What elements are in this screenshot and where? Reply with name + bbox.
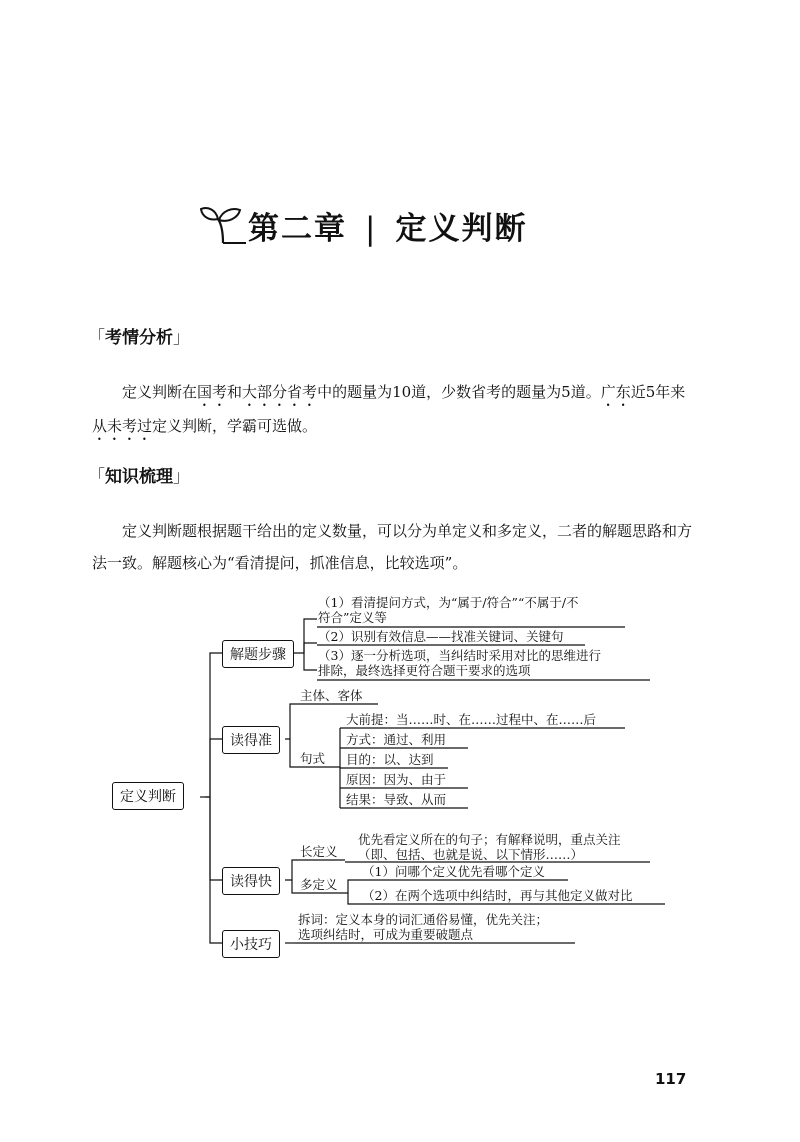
branch-read-accurate: 读得准 bbox=[222, 726, 280, 754]
long-definition-text: 优先看定义所在的句子；有解释说明，重点关注 （即、包括、也就是说、以下情形……） bbox=[358, 832, 621, 862]
chapter-number: 第二章 bbox=[248, 210, 347, 247]
mindmap-root: 定义判断 bbox=[112, 782, 184, 810]
page-number: 117 bbox=[655, 1070, 687, 1088]
tips-text: 拆词：定义本身的词汇通俗易懂，优先关注； 选项纠结时，可成为重要破题点 bbox=[298, 912, 549, 942]
branch-steps: 解题步骤 bbox=[222, 640, 294, 668]
section-heading-knowledge: 「知识梳理」 bbox=[88, 467, 190, 487]
steps-item-3: （3）逐一分析选项，当纠结时采用对比的思维进行 排除，最终选择更符合题干要求的选项 bbox=[318, 648, 601, 678]
section-title: 考情分析 bbox=[105, 328, 173, 348]
chapter-name: 定义判断 bbox=[395, 210, 528, 247]
knowledge-paragraph: 定义判断题根据题干给出的定义数量，可以分为单定义和多定义，二者的解题思路和方法一致。解题核心为“看清提问，抓准信息，比较选项”。 bbox=[92, 522, 693, 572]
branch-tips: 小技巧 bbox=[222, 930, 280, 958]
section-title: 知识梳理 bbox=[105, 467, 173, 487]
read-accurate-sentence: 句式 bbox=[300, 751, 326, 766]
read-fast-long: 长定义 bbox=[300, 844, 338, 859]
read-accurate-subject: 主体、客体 bbox=[300, 688, 363, 703]
sentence-purpose: 目的：以、达到 bbox=[346, 752, 434, 767]
steps-item-2: （2）识别有效信息——找准关键词、关键句 bbox=[318, 629, 564, 644]
section-heading-analysis: 「考情分析」 bbox=[88, 328, 190, 348]
sentence-premise: 大前提：当……时、在……过程中、在……后 bbox=[346, 712, 597, 727]
sentence-cause: 原因：因为、由于 bbox=[346, 772, 447, 787]
multi-definition-2: （2）在两个选项中纠结时，再与其他定义做对比 bbox=[362, 888, 633, 903]
read-fast-multi: 多定义 bbox=[300, 877, 338, 892]
analysis-paragraph: 定义判断在国考和大部分省考中的题量为10道，少数省考的题量为5道。广东近5年来从未考过定义判断，学霸可选做。 bbox=[92, 383, 686, 435]
title-separator: | bbox=[365, 210, 378, 247]
sentence-method: 方式：通过、利用 bbox=[346, 732, 447, 747]
steps-item-1: （1）看清提问方式，为“属于/符合”“不属于/不 符合”定义等 bbox=[318, 595, 579, 625]
sentence-result: 结果：导致、从而 bbox=[346, 792, 447, 807]
branch-read-fast: 读得快 bbox=[222, 867, 280, 895]
multi-definition-1: （1）问哪个定义优先看哪个定义 bbox=[362, 864, 545, 879]
